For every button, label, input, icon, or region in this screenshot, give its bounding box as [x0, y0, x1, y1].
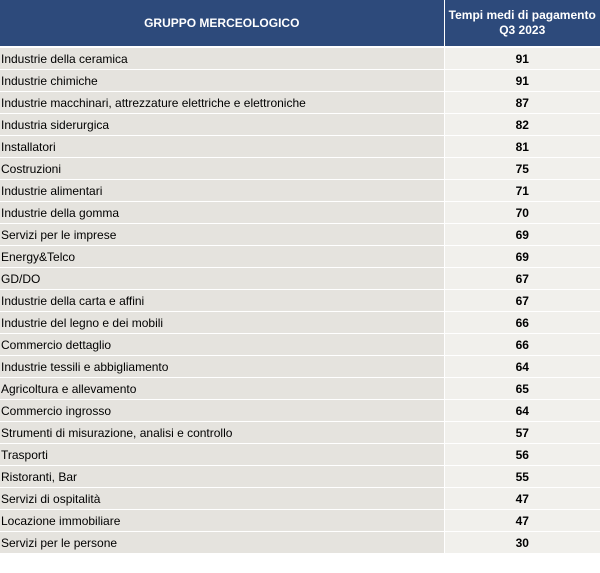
payment-days-value: 65: [444, 378, 600, 400]
table-row: [0, 70, 600, 92]
payment-days-value: 91: [444, 70, 600, 92]
sector-name: Commercio dettaglio: [0, 334, 444, 356]
times-header-line1: Tempi medi di pagamento: [448, 8, 596, 22]
payment-days-value: 64: [444, 356, 600, 378]
table-row: [0, 488, 600, 510]
table-row: [0, 444, 600, 466]
sector-name: Installatori: [0, 136, 444, 158]
table-row: [0, 246, 600, 268]
times-column-header: [444, 0, 600, 47]
payment-days-value: 30: [444, 532, 600, 554]
payment-days-value: 66: [444, 312, 600, 334]
table-header: [0, 0, 600, 47]
sector-name: Servizi per le persone: [0, 532, 444, 554]
payment-days-value: 69: [444, 246, 600, 268]
sector-name: Industrie della gomma: [0, 202, 444, 224]
sector-name: Energy&Telco: [0, 246, 444, 268]
payment-days-value: 75: [444, 158, 600, 180]
sector-name: Servizi per le imprese: [0, 224, 444, 246]
sector-name: Agricoltura e allevamento: [0, 378, 444, 400]
payment-days-value: 70: [444, 202, 600, 224]
sector-name: Commercio ingrosso: [0, 400, 444, 422]
table-row: [0, 532, 600, 554]
payment-days-value: 47: [444, 510, 600, 532]
sector-name: Locazione immobiliare: [0, 510, 444, 532]
times-header-line2: Q3 2023: [499, 23, 546, 37]
payment-days-value: 91: [444, 47, 600, 70]
table-row: [0, 202, 600, 224]
sector-name: Servizi di ospitalità: [0, 488, 444, 510]
table-row: [0, 466, 600, 488]
group-column-header: GRUPPO MERCEOLOGICO: [0, 0, 444, 47]
table-row: [0, 334, 600, 356]
header-row: [0, 0, 600, 47]
payment-days-value: 87: [444, 92, 600, 114]
table-row: [0, 400, 600, 422]
payment-days-value: 71: [444, 180, 600, 202]
payment-days-value: 69: [444, 224, 600, 246]
sector-name: Industrie del legno e dei mobili: [0, 312, 444, 334]
sector-name: Industrie tessili e abbigliamento: [0, 356, 444, 378]
sector-name: Industrie della carta e affini: [0, 290, 444, 312]
table-row: [0, 158, 600, 180]
sector-name: Ristoranti, Bar: [0, 466, 444, 488]
table-row: [0, 92, 600, 114]
sector-name: Industrie chimiche: [0, 70, 444, 92]
table-row: [0, 268, 600, 290]
payment-days-value: 64: [444, 400, 600, 422]
payment-days-value: 82: [444, 114, 600, 136]
payment-days-value: 66: [444, 334, 600, 356]
payment-days-value: 67: [444, 290, 600, 312]
sector-name: Strumenti di misurazione, analisi e controllo: [0, 422, 444, 444]
payment-days-value: 56: [444, 444, 600, 466]
sector-name: Industrie alimentari: [0, 180, 444, 202]
payment-days-value: 47: [444, 488, 600, 510]
table-row: [0, 510, 600, 532]
sector-name: Industria siderurgica: [0, 114, 444, 136]
table-row: [0, 356, 600, 378]
table-row: [0, 136, 600, 158]
table-row: [0, 378, 600, 400]
payment-days-value: 55: [444, 466, 600, 488]
sector-name: GD/DO: [0, 268, 444, 290]
table-row: [0, 47, 600, 70]
table-row: [0, 180, 600, 202]
sector-name: Industrie della ceramica: [0, 47, 444, 70]
table-row: [0, 312, 600, 334]
table-row: [0, 224, 600, 246]
payment-days-value: 81: [444, 136, 600, 158]
payment-days-value: 67: [444, 268, 600, 290]
table-body: [0, 47, 600, 554]
payment-days-value: 57: [444, 422, 600, 444]
sector-name: Industrie macchinari, attrezzature elettriche e elettroniche: [0, 92, 444, 114]
table-row: [0, 290, 600, 312]
sector-name: Costruzioni: [0, 158, 444, 180]
table-row: [0, 422, 600, 444]
table-row: [0, 114, 600, 136]
sector-name: Trasporti: [0, 444, 444, 466]
